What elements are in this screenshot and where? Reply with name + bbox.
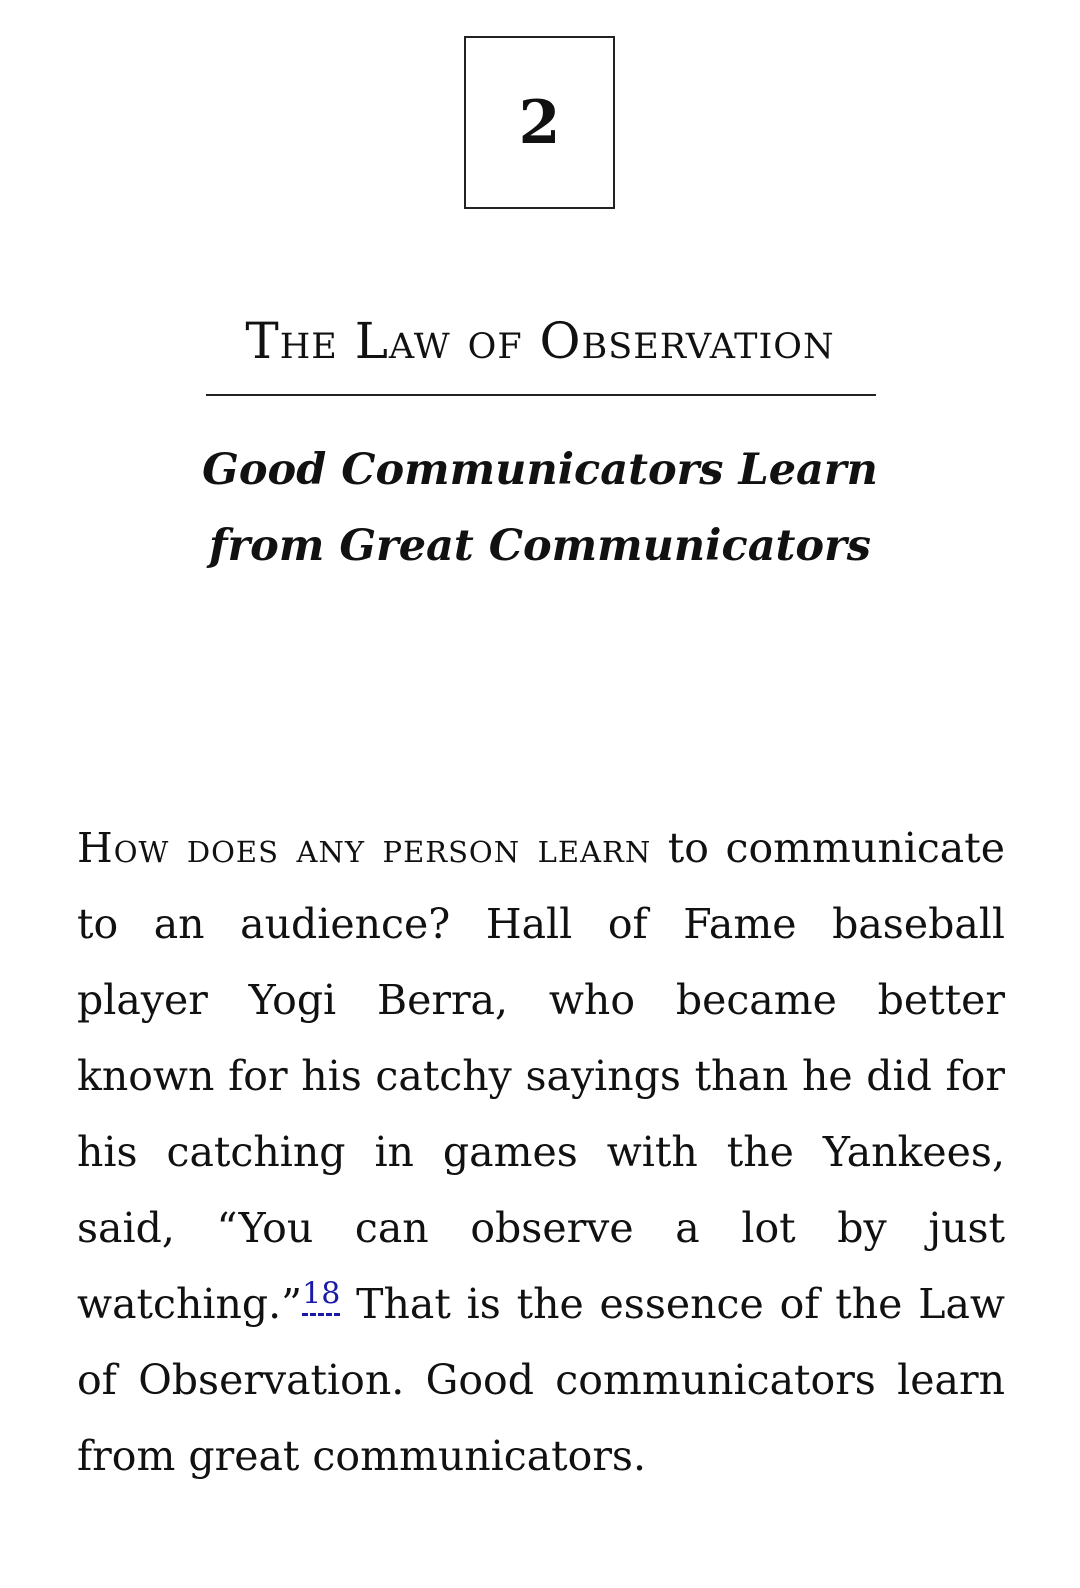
footnote-link[interactable]: 18	[302, 1276, 341, 1312]
subtitle-line-1: Good Communicators Learn	[202, 445, 878, 495]
chapter-number-box	[464, 36, 615, 209]
chapter-number: 2	[518, 87, 561, 158]
subtitle-line-2: from Great Communicators	[209, 521, 871, 571]
chapter-title: The Law of Observation	[245, 312, 835, 370]
title-divider	[206, 394, 876, 396]
body-paragraph	[77, 810, 1005, 1494]
body-text-part-1: to communicate to an audience? Hall of Fame baseball player Yogi Berra, who became better known for his catchy sayings than he did for his catching in games with the Yankees, said, “You can observe a lot by just watching.”	[77, 824, 1005, 1328]
body-text-part-2: That is the essence of the Law of Observation. Good communicators learn from great communicators.	[77, 1280, 1005, 1480]
chapter-subtitle	[0, 432, 1080, 584]
lead-in-small-caps: How does any person learn	[77, 824, 652, 872]
